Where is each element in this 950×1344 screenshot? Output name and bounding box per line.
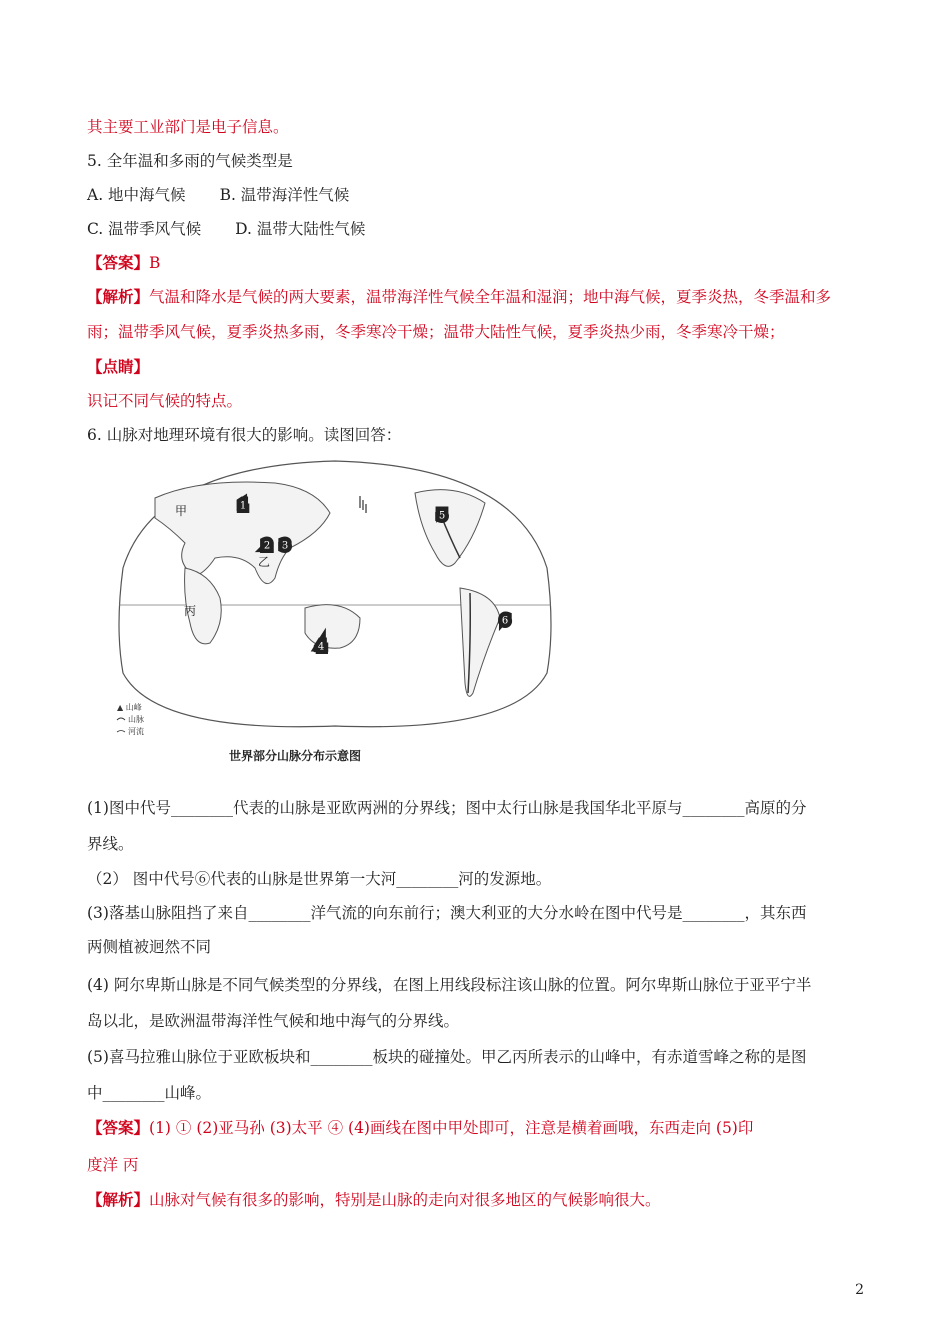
- q5-analysis-tag: 【解析】: [87, 287, 150, 306]
- map-marker-4: 4: [317, 641, 325, 653]
- map-marker-5: 5: [438, 510, 446, 522]
- legend-river: 河流: [128, 727, 144, 736]
- q5-answer-value: B: [149, 254, 161, 272]
- q5-answer: [87, 253, 160, 273]
- q6-p4-line1: (4) 阿尔卑斯山脉是不同气候类型的分界线，在图上用线段标注该山脉的位置。阿尔卑斯山脉位于亚平宁半: [87, 976, 812, 994]
- q6-answer-tag: 【答案】: [87, 1118, 150, 1137]
- q6-analysis-tag: 【解析】: [87, 1190, 150, 1209]
- q5-options-ab: [87, 185, 349, 205]
- q6-answer-line1: [87, 1118, 753, 1138]
- q5-stem: 5. 全年温和多雨的气候类型是: [87, 152, 293, 170]
- world-mountains-map: [115, 458, 555, 768]
- map-label-jia: 甲: [175, 504, 188, 518]
- q6-p4-line2: 岛以北，是欧洲温带海洋性气候和地中海气的分界线。: [87, 1012, 460, 1030]
- q6-p2: （2） 图中代号⑥代表的山脉是世界第一大河________河的发源地。: [87, 870, 552, 888]
- q5-analysis: [87, 287, 831, 307]
- q6-p5-line1: (5)喜马拉雅山脉位于亚欧板块和________板块的碰撞处。甲乙丙所表示的山峰中，有赤道雪峰之称的是图: [87, 1048, 807, 1066]
- map-label-bing: 丙: [184, 604, 197, 618]
- map-marker-1: 1: [239, 500, 247, 512]
- map-marker-2: 2: [263, 540, 271, 552]
- map-caption: 世界部分山脉分布示意图: [228, 749, 362, 763]
- q5-option-b: B. 温带海洋性气候: [219, 186, 350, 204]
- map-marker-6: 6: [501, 615, 509, 627]
- q6-analysis-text: 山脉对气候有很多的影响，特别是山脉的走向对很多地区的气候影响很大。: [149, 1191, 661, 1209]
- q5-analysis-line1: 气温和降水是气候的两大要素，温带海洋性气候全年温和湿润；地中海气候，夏季炎热，冬季温和多: [149, 288, 832, 306]
- q5-option-a: A. 地中海气候: [87, 186, 186, 204]
- q6-p3-line1: (3)落基山脉阻挡了来自________洋气流的向东前行；澳大利亚的大分水岭在图中代号是________，其东西: [87, 904, 807, 922]
- legend-range: 山脉: [128, 715, 144, 724]
- q6-p1-line1: (1)图中代号________代表的山脉是亚欧两洲的分界线；图中太行山脉是我国华北平原与________高原的分: [87, 799, 807, 817]
- legend-peak: ▲ 山峰: [117, 703, 142, 712]
- q6-answer-text1: (1) ① (2)亚马孙 (3)太平 ④ (4)画线在图中甲处即可，注意是横着画哦，东西走向 (5)印: [149, 1119, 754, 1137]
- q5-tip-tag: 【点睛】: [87, 357, 150, 376]
- q5-analysis-line2: 雨；温带季风气候，夏季炎热多雨，冬季寒冷干燥；温带大陆性气候，夏季炎热少雨，冬季寒冷干燥；: [87, 323, 785, 341]
- q5-options-cd: [87, 219, 365, 239]
- q6-analysis: [87, 1190, 661, 1210]
- q5-tip: 识记不同气候的特点。: [87, 392, 243, 410]
- q5-option-d: D. 温带大陆性气候: [235, 220, 366, 238]
- q5-answer-tag: 【答案】: [87, 253, 150, 272]
- page-number: 2: [855, 1282, 864, 1298]
- q6-answer-line2: 度洋 丙: [87, 1156, 139, 1174]
- q6-stem: 6. 山脉对地理环境有很大的影响。读图回答：: [87, 426, 402, 444]
- q6-p5-line2: 中________山峰。: [87, 1084, 212, 1102]
- intro-line: 其主要工业部门是电子信息。: [87, 118, 289, 136]
- q6-p1-line2: 界线。: [87, 835, 134, 853]
- q6-p3-line2: 两侧植被迥然不同: [87, 938, 212, 956]
- map-marker-3: 3: [281, 540, 289, 552]
- map-label-yi: 乙: [258, 555, 271, 569]
- q5-option-c: C. 温带季风气候: [87, 220, 202, 238]
